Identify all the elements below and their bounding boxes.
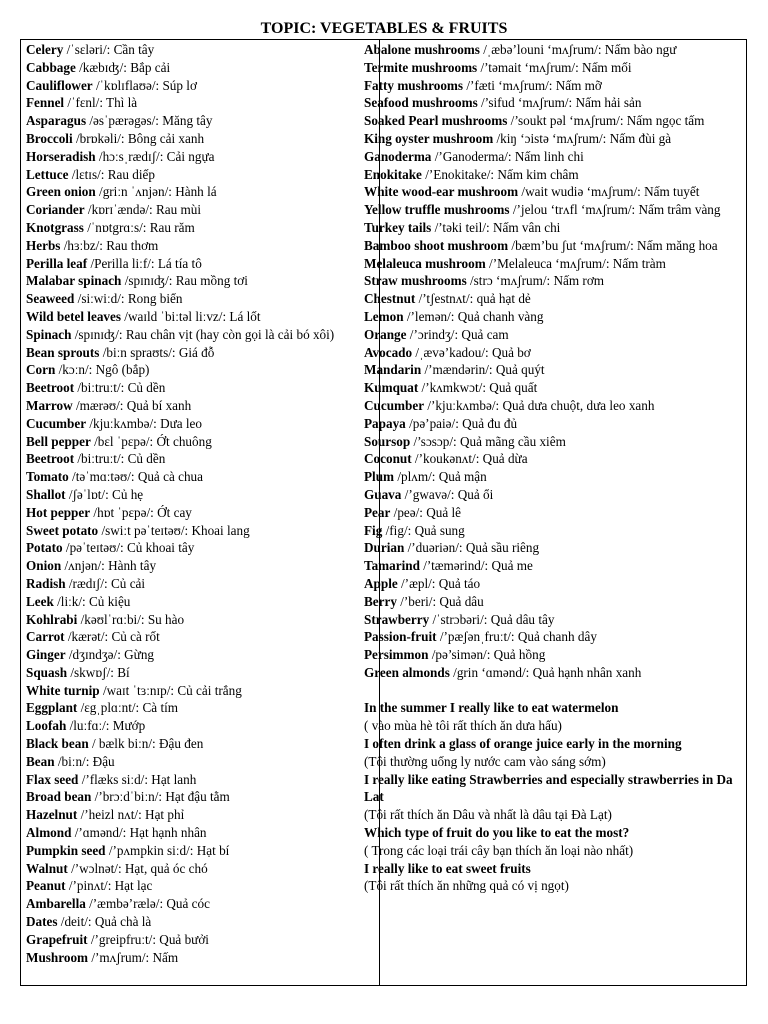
vocab-word: Broad bean [26,789,92,805]
vocab-definition: /’lemən/: Quả chanh vàng [403,308,544,324]
vocab-definition: /’æpl/: Quả táo [397,575,481,591]
vocab-word: Knotgrass [26,219,84,235]
vocab-word: Berry [364,593,397,609]
vocab-definition: /əsˈpærəgəs/: Măng tây [86,113,213,129]
vocab-definition: /luːfɑː/: Mướp [66,718,146,734]
vocab-entry [364,112,746,130]
vocab-definition: /ɛgˌplɑːnt/: Cà tím [77,700,179,716]
vocab-entry [364,77,746,95]
vocab-word: Corn [26,362,56,378]
vocab-word: Kohlrabi [26,611,78,627]
vocab-word: Flax seed [26,771,79,787]
vocab-word: Ganoderma [364,148,432,164]
vocab-entry [26,682,371,700]
vocab-definition: /biːn spraʊts/: Giá đỗ [99,344,215,360]
vocab-definition: /kɔːn/: Ngô (bắp) [55,362,150,378]
vocab-entry [364,504,746,522]
vocab-definition: /’koukənʌt/: Quả dừa [411,451,528,467]
vocab-word: Onion [26,558,62,574]
vocab-definition: /kæbɪʤ/: Bắp cải [75,59,171,75]
vocab-entry [26,326,371,344]
vocab-entry [364,397,746,415]
vocab-word: Bell pepper [26,433,91,449]
vocab-word: Avocado [364,344,413,360]
vocab-word: Green onion [26,184,96,200]
vocab-definition: /’heizl nʌt/: Hạt phỉ [77,807,185,823]
vocab-definition: /’duəriən/: Quả sầu riêng [404,540,540,556]
spacer [364,682,746,700]
vocab-definition: /ˈstrɔbəri/: Quả dâu tây [429,611,555,627]
vocab-word: Mushroom [26,949,89,965]
vocab-word: Fig [364,522,383,538]
vocab-definition: /biːtruːt/: Củ dền [74,451,166,467]
vocab-definition: /rædɪʃ/: Củ cải [65,575,146,591]
vocab-entry [26,504,371,522]
vocab-entry [364,41,746,59]
vocab-word: Eggplant [26,700,78,716]
vocab-word: Turkey tails [364,219,432,235]
vocab-definition: /waɪld ˈbiːtəl liːvz/: Lá lốt [121,308,261,324]
vocab-definition: /’sɔsɔp/: Quả mãng cầu xiêm [410,433,566,449]
vocab-entry [26,148,371,166]
vocab-definition: /’soukt pəl ‘mʌʃrum/: Nấm ngọc tấm [507,113,705,129]
vocab-definition: /’Melaleuca ‘mʌʃrum/: Nấm tràm [485,255,666,271]
vocab-entry [26,112,371,130]
vocab-definition: /kærət/: Củ cà rốt [64,629,160,645]
vocab-word: Cucumber [26,415,87,431]
vocab-entry [26,361,371,379]
vocab-word: Termite mushrooms [364,59,478,75]
vocab-entry [26,166,371,184]
vocab-word: Soursop [364,433,411,449]
vocab-word: Lemon [364,308,404,324]
vocab-definition: /griːn ˈʌnjən/: Hành lá [95,184,217,200]
vocab-entry [364,201,746,219]
vocab-definition: /’təki teil/: Nấm vân chi [431,219,561,235]
vocab-definition: / bælk biːn/: Đậu đen [88,736,204,752]
vocab-definition: /’jelou ‘trʌfl ‘mʌʃrum/: Nấm trâm vàng [509,202,721,218]
vocab-word: Enokitake [364,166,422,182]
vocab-entry [26,913,371,931]
vocab-entry [364,326,746,344]
vocab-word: Bamboo shoot mushroom [364,237,509,253]
vocab-entry [26,397,371,415]
vocab-word: Radish [26,575,66,591]
vocab-entry [26,806,371,824]
vocab-definition: /liːk/: Củ kiệu [53,593,131,609]
vocab-word: Guava [364,486,402,502]
vocab-entry [26,788,371,806]
vocab-definition: /’wɔlnət/: Hạt, quả óc chó [67,860,208,876]
vocab-word: Peanut [26,878,66,894]
vocab-entry [26,593,371,611]
vocab-definition: /ˈsɛləri/: Cần tây [63,42,155,57]
vocab-definition: /strɔ ‘mʌʃrum/: Nấm rơm [466,273,605,289]
vocab-word: Green almonds [364,664,450,680]
vocab-word: Celery [26,42,64,57]
vocab-word: White wood-ear mushroom [364,184,519,200]
vocab-word: Seafood mushrooms [364,95,478,111]
vocab-definition: /hɒt ˈpɛpə/: Ớt cay [90,504,192,520]
vocab-entry [364,255,746,273]
vocab-definition: /’tʃestnʌt/: quả hạt dẻ [415,291,531,307]
vocab-word: Persimmon [364,647,429,663]
vocab-entry [26,557,371,575]
vocab-definition: /’Ganoderma/: Nấm linh chi [431,148,584,164]
vocab-word: Shallot [26,486,66,502]
vocab-entry [364,415,746,433]
vocab-word: Pumpkin seed [26,842,106,858]
vocab-definition: /spɪnɪʤ/: Rau chân vịt (hay còn gọi là cải bó xôi) [71,326,335,342]
vocab-definition: /’flæks siːd/: Hạt lanh [78,771,197,787]
vocab-word: Strawberry [364,611,430,627]
vocab-word: Bean sprouts [26,344,100,360]
vocab-entry [26,753,371,771]
vocab-definition: /brɒkəli/: Bông cải xanh [72,130,205,146]
vocab-word: Squash [26,664,68,680]
vocab-entry [364,664,746,682]
vocab-word: Beetroot [26,380,75,396]
vocab-definition: /’təmait ‘mʌʃrum/: Nấm mối [477,59,632,75]
vocab-definition: /biːtruːt/: Củ dền [74,380,166,396]
vocab-entry [26,415,371,433]
vocabulary-table [20,39,747,986]
vocab-entry [364,486,746,504]
vocab-word: Beetroot [26,451,75,467]
vocab-word: Perilla leaf [26,255,88,271]
vocab-word: Horseradish [26,148,96,164]
vocab-entry [364,130,746,148]
vocab-definition: /ˌæbə’louni ‘mʌʃrum/: Nấm bào ngư [479,42,677,57]
vocab-definition: /ˈfɛnl/: Thì là [64,95,138,111]
vocab-definition: /waɪt ˈtɜːnɪp/: Củ cải trắng [99,682,242,698]
vocab-definition: /bæm’bu ʃut ‘mʌʃrum/: Nấm măng hoa [508,237,718,253]
vocab-word: Melaleuca mushroom [364,255,486,271]
vocab-definition: /skwɒʃ/: Bí [67,664,130,680]
vocab-definition: /biːn/: Đậu [54,753,115,769]
vocab-definition: /deit/: Quả chà là [57,914,152,930]
vocab-entry [26,486,371,504]
sentence-translation: (Tôi rất thích ăn Dâu và nhất là dâu tại Đà Lạt) [364,807,612,823]
vocab-definition: /mærəʊ/: Quả bí xanh [72,397,192,413]
vocab-entry [364,557,746,575]
vocab-word: Hot pepper [26,504,91,520]
vocab-definition: /’kʌmkwɔt/: Quả quất [418,380,538,396]
vocab-entry [364,308,746,326]
vocab-word: Wild betel leaves [26,308,121,324]
vocab-word: Herbs [26,237,61,253]
vocab-word: Tomato [26,469,69,485]
vocab-entry [26,522,371,540]
vocab-entry [364,468,746,486]
vocab-entry [26,824,371,842]
vocab-definition: /kjuːkʌmbə/: Dưa leo [86,415,203,431]
vocab-word: Dates [26,914,58,930]
vocab-entry [364,290,746,308]
vocab-definition: /spɪnɪʤ/: Rau mồng tơi [121,273,248,289]
vocab-entry [26,877,371,895]
vocab-entry [26,237,371,255]
vocab-entry [364,522,746,540]
vocab-entry [364,628,746,646]
vocab-definition: /’pæʃənˌfruːt/: Quả chanh dây [436,629,597,645]
vocab-definition: /’gwavə/: Quả ổi [401,486,494,502]
vocab-word: Asparagus [26,113,87,129]
vocab-word: Yellow truffle mushrooms [364,202,510,218]
vocab-definition: /’æmbə’rælə/: Quả cóc [85,896,210,912]
vocab-entry [26,450,371,468]
example-sentence: I really like eating Strawberries and especially strawberries in Da Lat [364,771,733,805]
vocab-definition: /ˈnɒtgrɑːs/: Rau răm [83,219,195,235]
vocab-entry [26,290,371,308]
vocab-word: Kumquat [364,380,419,396]
vocab-definition: /pə’simən/: Quả hồng [428,647,546,663]
vocab-entry [364,593,746,611]
vocab-definition: /təˈmɑːtəʊ/: Quả cà chua [68,469,203,485]
vocab-definition: /’fæti ‘mʌʃrum/: Nấm mỡ [463,77,602,93]
vocab-entry [26,219,371,237]
vocab-entry [26,433,371,451]
vocab-word: Lettuce [26,166,69,182]
vocab-entry [26,308,371,326]
page-title: TOPIC: VEGETABLES & FRUITS [260,20,508,37]
vocab-entry [26,735,371,753]
vocab-word: Ambarella [26,896,86,912]
vocab-word: King oyster mushroom [364,130,494,146]
vocab-entry [364,433,746,451]
vocab-entry [26,539,371,557]
vocab-entry [26,931,371,949]
vocab-entry [26,344,371,362]
vocab-definition: /’ɑmənd/: Hạt hạnh nhân [71,825,207,841]
vocab-entry [364,219,746,237]
vocab-word: Sweet potato [26,522,99,538]
example-sentence: I often drink a glass of orange juice early in the morning [364,736,682,752]
vocab-word: Potato [26,540,63,556]
vocab-entry [364,94,746,112]
vocab-definition: /’brɔːdˈbiːn/: Hạt đậu tằm [91,789,230,805]
vocab-definition: /’tæmərind/: Quả me [419,558,533,574]
vocab-word: Passion-fruit [364,629,437,645]
vocab-definition: /’mændərin/: Quả quýt [421,362,545,378]
vocab-entry [364,148,746,166]
vocab-entry [26,575,371,593]
vocab-entry [26,59,371,77]
vocab-entry [364,361,746,379]
vocab-definition: /lɛtɪs/: Rau diếp [68,166,155,182]
vocab-word: Walnut [26,860,68,876]
vocab-definition: /hɔːsˌrædɪʃ/: Cải ngựa [95,148,215,164]
example-sentence: Which type of fruit do you like to eat the most? [364,825,630,841]
fruits-column [364,41,746,895]
vocab-entry [26,628,371,646]
vocab-definition: /Perilla liːf/: Lá tía tô [87,255,202,271]
vocab-word: Malabar spinach [26,273,122,289]
vocab-word: Ginger [26,647,66,663]
vocab-entry [26,664,371,682]
vocab-definition: /swiːt pəˈteɪtəʊ/: Khoai lang [98,522,250,538]
vocab-definition: /’sifud ‘mʌʃrum/: Nấm hải sản [477,95,642,111]
vocab-word: Coriander [26,202,85,218]
vocab-definition: /siːwiːd/: Rong biển [74,291,183,307]
vocab-entry [364,272,746,290]
sentence-translation: ( Trong các loại trái cây bạn thích ăn loại nào nhất) [364,842,634,858]
vocab-entry [26,699,371,717]
vocab-word: Leek [26,593,54,609]
vocab-word: Hazelnut [26,807,78,823]
vocab-definition: /wait wudiə ‘mʌʃrum/: Nấm tuyết [518,184,700,200]
vocab-definition: /bɛl ˈpɛpə/: Ớt chuông [90,433,212,449]
vocab-word: Bean [26,753,55,769]
vocab-entry [26,842,371,860]
vocab-word: Orange [364,326,407,342]
vocab-word: Grapefruit [26,931,88,947]
vocab-word: Marrow [26,397,73,413]
vocab-word: Spinach [26,326,72,342]
vocab-word: Soaked Pearl mushrooms [364,113,508,129]
vocab-word: Coconut [364,451,412,467]
vocab-word: Chestnut [364,291,416,307]
vocab-word: Almond [26,825,72,841]
vocab-definition: /’pinʌt/: Hạt lạc [65,878,153,894]
vegetables-column [26,41,371,966]
vocab-definition: /’Enokitake/: Nấm kim châm [421,166,579,182]
vocab-entry [364,611,746,629]
example-sentence: In the summer I really like to eat watermelon [364,700,619,716]
vocab-word: Seaweed [26,291,75,307]
vocab-definition: /ʌnjən/: Hành tây [61,558,157,574]
vocab-entry [26,201,371,219]
vocab-word: Apple [364,575,398,591]
vocab-entry [26,860,371,878]
vocab-definition: /’ɔrindʒ/: Quả cam [406,326,509,342]
vocab-definition: /kəʊlˈrɑːbi/: Su hào [77,611,185,627]
vocab-definition: /ˌævə’kadou/: Quả bơ [412,344,531,360]
vocab-word: White turnip [26,682,100,698]
example-sentence: I really like to eat sweet fruits [364,860,531,876]
vocab-entry [26,130,371,148]
vocab-entry [26,468,371,486]
vocab-word: Fennel [26,95,65,111]
vocab-entry [364,575,746,593]
vocab-word: Papaya [364,415,406,431]
vocab-entry [26,94,371,112]
vocab-definition: /hɜːbz/: Rau thơm [60,237,159,253]
vocab-word: Carrot [26,629,65,645]
vocab-entry [26,611,371,629]
vocab-definition: /dʒɪndʒə/: Gừng [65,647,155,663]
vocab-word: Black bean [26,736,89,752]
vocab-word: Loofah [26,718,67,734]
vocab-definition: /’greipfruːt/: Quả bưởi [87,931,209,947]
vocab-word: Fatty mushrooms [364,77,464,93]
vocab-word: Tamarind [364,558,420,574]
vocab-word: Abalone mushrooms [364,42,480,57]
vocab-definition: /’kjuːkʌmbə/: Quả dưa chuột, dưa leo xanh [424,397,655,413]
vocab-definition: /fig/: Quả sung [382,522,465,538]
vocab-entry [26,717,371,735]
vocab-entry [26,379,371,397]
vocab-entry [26,895,371,913]
sentence-translation: (Tôi thường uống ly nước cam vào sáng sớm) [364,753,606,769]
sentence-translation: (Tôi rất thích ăn những quả có vị ngọt) [364,878,569,894]
vocab-definition: /’mʌʃrum/: Nấm [88,949,179,965]
sentence-translation: ( vào mùa hè tôi rất thích ăn dưa hấu) [364,718,562,734]
vocab-word: Pear [364,504,391,520]
vocab-definition: /pəˈteɪtəʊ/: Củ khoai tây [62,540,195,556]
vocab-entry [26,77,371,95]
vocab-entry [364,646,746,664]
vocab-definition: /ʃəˈlɒt/: Củ hẹ [65,486,144,502]
vocab-entry [26,771,371,789]
vocab-definition: /grin ‘ɑmənd/: Quả hạnh nhân xanh [449,664,642,680]
vocab-word: Plum [364,469,395,485]
vocab-entry [26,272,371,290]
vocab-definition: /kiŋ ‘ɔistə ‘mʌʃrum/: Nấm đùi gà [493,130,672,146]
vocab-entry [364,59,746,77]
vocab-definition: /peə/: Quả lê [390,504,462,520]
vocab-word: Durian [364,540,405,556]
vocab-word: Cucumber [364,397,425,413]
vocab-definition: /’pʌmpkin siːd/: Hạt bí [105,842,230,858]
vocab-entry [364,379,746,397]
vocab-definition: /ˈkɒlɪflaʊə/: Súp lơ [92,77,197,93]
vocab-word: Mandarin [364,362,422,378]
vocab-entry [26,255,371,273]
vocab-definition: /plʌm/: Quả mận [394,469,487,485]
vocab-word: Broccoli [26,130,73,146]
vocab-word: Cauliflower [26,77,93,93]
vocab-entry [364,166,746,184]
vocab-entry [364,183,746,201]
vocab-entry [26,949,371,967]
vocab-definition: /pə’paiə/: Quả đu đủ [405,415,518,431]
vocab-entry [364,450,746,468]
vocab-entry [26,646,371,664]
vocab-entry [364,344,746,362]
vocab-entry [364,237,746,255]
vocab-entry [364,539,746,557]
vocab-entry [26,41,371,59]
vocab-entry [26,183,371,201]
vocab-definition: /kɒrɪˈændə/: Rau mùi [84,202,202,218]
vocab-word: Straw mushrooms [364,273,467,289]
vocab-word: Cabbage [26,59,76,75]
vocab-definition: /’beri/: Quả dâu [396,593,484,609]
